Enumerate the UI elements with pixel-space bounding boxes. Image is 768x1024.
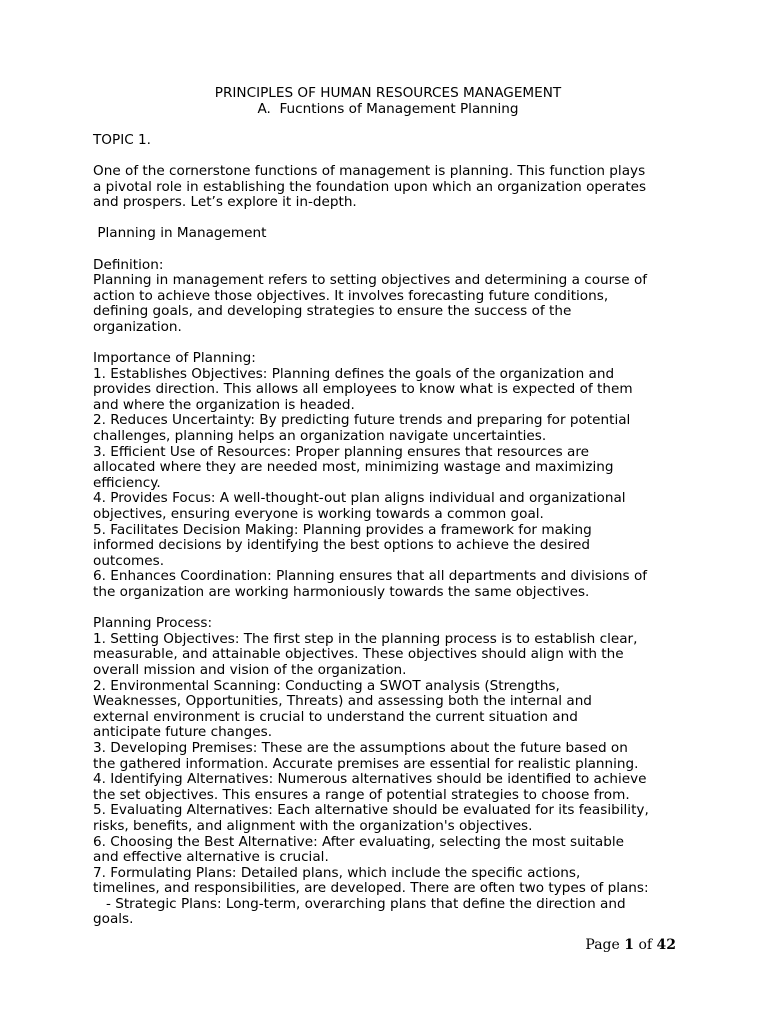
text-line: - Strategic Plans: Long-term, overarching plans that define the direction and	[93, 895, 626, 912]
text-line: overall mission and vision of the organization.	[93, 661, 407, 678]
text-line: and effective alternative is crucial.	[93, 849, 329, 866]
spacer	[93, 601, 683, 617]
text-line: 2. Reduces Uncertainty: By predicting future trends and preparing for potential	[93, 412, 631, 429]
text-line: external environment is crucial to understand the current situation and	[93, 708, 578, 725]
text-line: challenges, planning helps an organization navigate uncertainties.	[93, 428, 547, 445]
spacer	[93, 211, 683, 227]
text-line: 7. Formulating Plans: Detailed plans, which include the specific actions,	[93, 864, 581, 881]
text-line: defining goals, and developing strategies to ensure the success of the	[93, 303, 572, 320]
of-word: of	[634, 937, 657, 953]
definition-paragraph	[93, 273, 683, 335]
page-content	[93, 86, 683, 928]
spacer	[93, 242, 683, 258]
text-line: timelines, and responsibilities, are developed. There are often two types of plans:	[93, 880, 649, 897]
text-line: 3. Efficient Use of Resources: Proper planning ensures that resources are	[93, 443, 589, 460]
spacer	[93, 336, 683, 352]
text-line: Planning in management refers to setting objectives and determining a course of	[93, 272, 648, 289]
text-line: the gathered information. Accurate premises are essential for realistic planning.	[93, 755, 639, 772]
text-line: Weaknesses, Opportunities, Threats) and assessing both the internal and	[93, 693, 592, 710]
text-line: allocated where they are needed most, minimizing wastage and maximizing	[93, 459, 614, 476]
spacer	[93, 148, 683, 164]
importance-label: Importance of Planning:	[93, 350, 256, 367]
text-line: 4. Provides Focus: A well-thought-out plan aligns individual and organizational	[93, 490, 626, 507]
text-line: informed decisions by identifying the best options to achieve the desired	[93, 537, 591, 554]
text-line: and where the organization is headed.	[93, 396, 355, 413]
text-line: objectives, ensuring everyone is working towards a common goal.	[93, 506, 544, 523]
topic-label: TOPIC 1.	[93, 131, 151, 148]
text-line: 4. Identifying Alternatives: Numerous alternatives should be identified to achieve	[93, 771, 647, 788]
text-line: goals.	[93, 911, 134, 928]
section-heading: Planning in Management	[93, 225, 267, 242]
text-line: One of the cornerstone functions of management is planning. This function plays	[93, 162, 646, 179]
page-word: Page	[585, 937, 625, 953]
text-line: 1. Setting Objectives: The first step in the planning process is to establish clear,	[93, 630, 638, 647]
text-line: outcomes.	[93, 552, 165, 569]
text-line: 6. Enhances Coordination: Planning ensures that all departments and divisions of	[93, 568, 648, 585]
text-line: 3. Developing Premises: These are the assumptions about the future based on	[93, 739, 628, 756]
text-line: the organization are working harmoniously towards the same objectives.	[93, 584, 590, 600]
text-line: the set objectives. This ensures a range of potential strategies to choose from.	[93, 786, 630, 803]
text-line: and prospers. Let’s explore it in-depth.	[93, 194, 357, 211]
text-line: a pivotal role in establishing the foundation upon which an organization operates	[93, 178, 647, 195]
text-line: efficiency.	[93, 474, 161, 491]
document-title: PRINCIPLES OF HUMAN RESOURCES MANAGEMENT	[214, 85, 562, 101]
text-line: organization.	[93, 318, 182, 335]
text-line: 1. Establishes Objectives: Planning defines the goals of the organization and	[93, 365, 615, 382]
text-line: anticipate future changes.	[93, 724, 273, 741]
page-total: 42	[656, 937, 676, 953]
process-list	[93, 632, 683, 928]
document-subtitle: A. Fucntions of Management Planning	[257, 100, 519, 117]
text-line: provides direction. This allows all employees to know what is expected of them	[93, 381, 633, 398]
importance-list	[93, 367, 683, 601]
text-line: 5. Facilitates Decision Making: Planning provides a framework for making	[93, 521, 592, 538]
text-line: 6. Choosing the Best Alternative: After evaluating, selecting the most suitable	[93, 833, 624, 850]
page-number: 1	[624, 937, 634, 953]
process-label: Planning Process:	[93, 615, 213, 632]
text-line: risks, benefits, and alignment with the organization's objectives.	[93, 817, 533, 834]
definition-label: Definition:	[93, 256, 164, 273]
intro-paragraph	[93, 164, 683, 211]
text-line: action to achieve those objectives. It involves forecasting future conditions,	[93, 287, 609, 304]
text-line: measurable, and attainable objectives. These objectives should align with the	[93, 646, 624, 663]
text-line: 5. Evaluating Alternatives: Each alternative should be evaluated for its feasibility,	[93, 802, 649, 819]
page-footer	[585, 937, 676, 953]
text-line: 2. Environmental Scanning: Conducting a SWOT analysis (Strengths,	[93, 677, 560, 694]
spacer	[93, 117, 683, 133]
